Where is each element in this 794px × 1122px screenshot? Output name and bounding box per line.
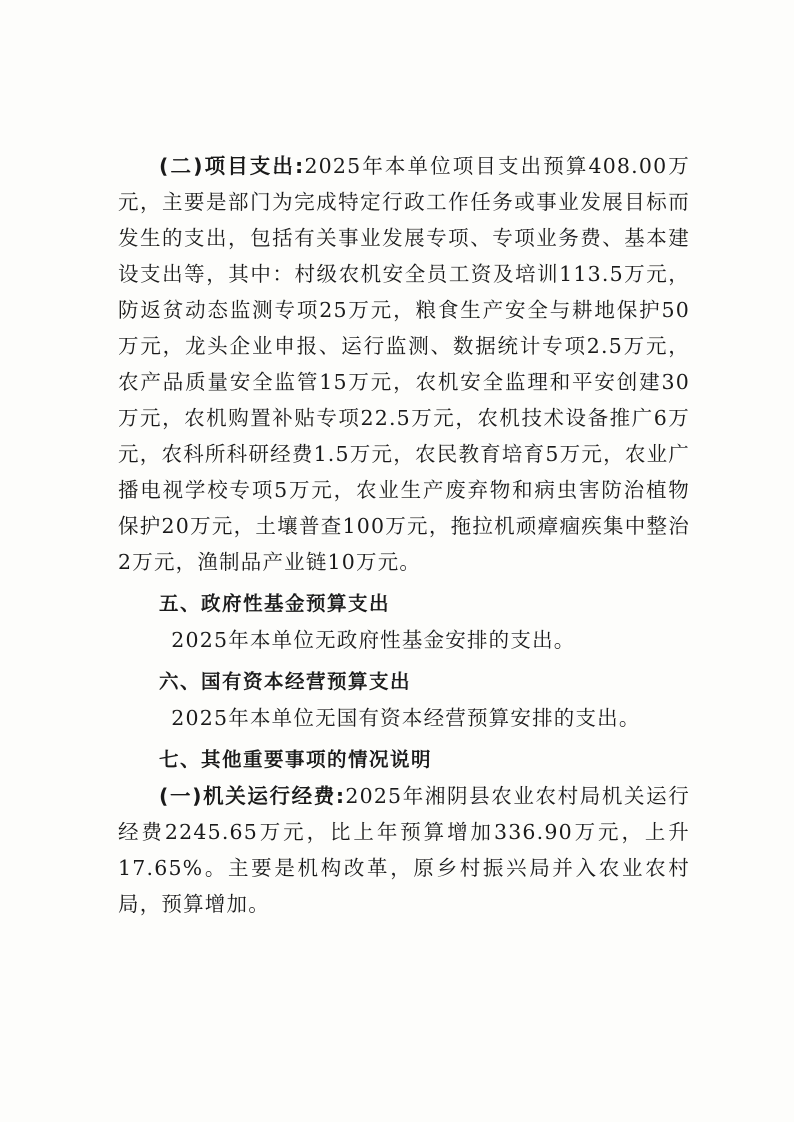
operating-expenses-paragraph (118, 778, 690, 922)
operating-expenses-text: 2025年湘阴县农业农村局机关运行经费2245.65万元，比上年预算增加336.90万元，上升17.65%。主要是机构改革，原乡村振兴局并入农业农村局，预算增加。 (118, 784, 691, 916)
section-6-text: 2025年本单位无国有资本经营预算安排的支出。 (171, 706, 641, 730)
operating-expenses-label: (一)机关运行经费: (159, 784, 346, 808)
section-6-heading: 六、国有资本经营预算支出 (158, 670, 411, 693)
project-expenditure-label: (二)项目支出: (159, 154, 305, 178)
project-expenditure-text: 2025年本单位项目支出预算408.00万元，主要是部门为完成特定行政工作任务或事业发展目标而发生的支出，包括有关事业发展专项、专项业务费、基本建设支出等，其中：村级农机安全员工资及培训113.5万元，防返贫动态监测专项25万元，粮食生产安全与耕地保护50万元，龙头企业申报、运行监测、数据统计专项2.5万元，农产品质量安全监管15万元，农机安全监理和平安创建30万元，农机购置补贴专项22.5万元，农机技术设备推广6万元，农科所科研经费1.5万元，农民教育培育5万元，农业广播电视学校专项5万元，农业生产废弃物和病虫害防治植物保护20万元，土壤普查100万元，拖拉机顽瘴痼疾集中整治2万元，渔制品产业链10万元。 (118, 154, 690, 574)
section-7-heading: 七、其他重要事项的情况说明 (158, 748, 432, 771)
document-body (118, 148, 690, 922)
section-5-heading: 五、政府性基金预算支出 (158, 592, 390, 615)
section-5-text: 2025年本单位无政府性基金安排的支出。 (171, 628, 576, 652)
project-expenditure-paragraph (118, 148, 690, 580)
